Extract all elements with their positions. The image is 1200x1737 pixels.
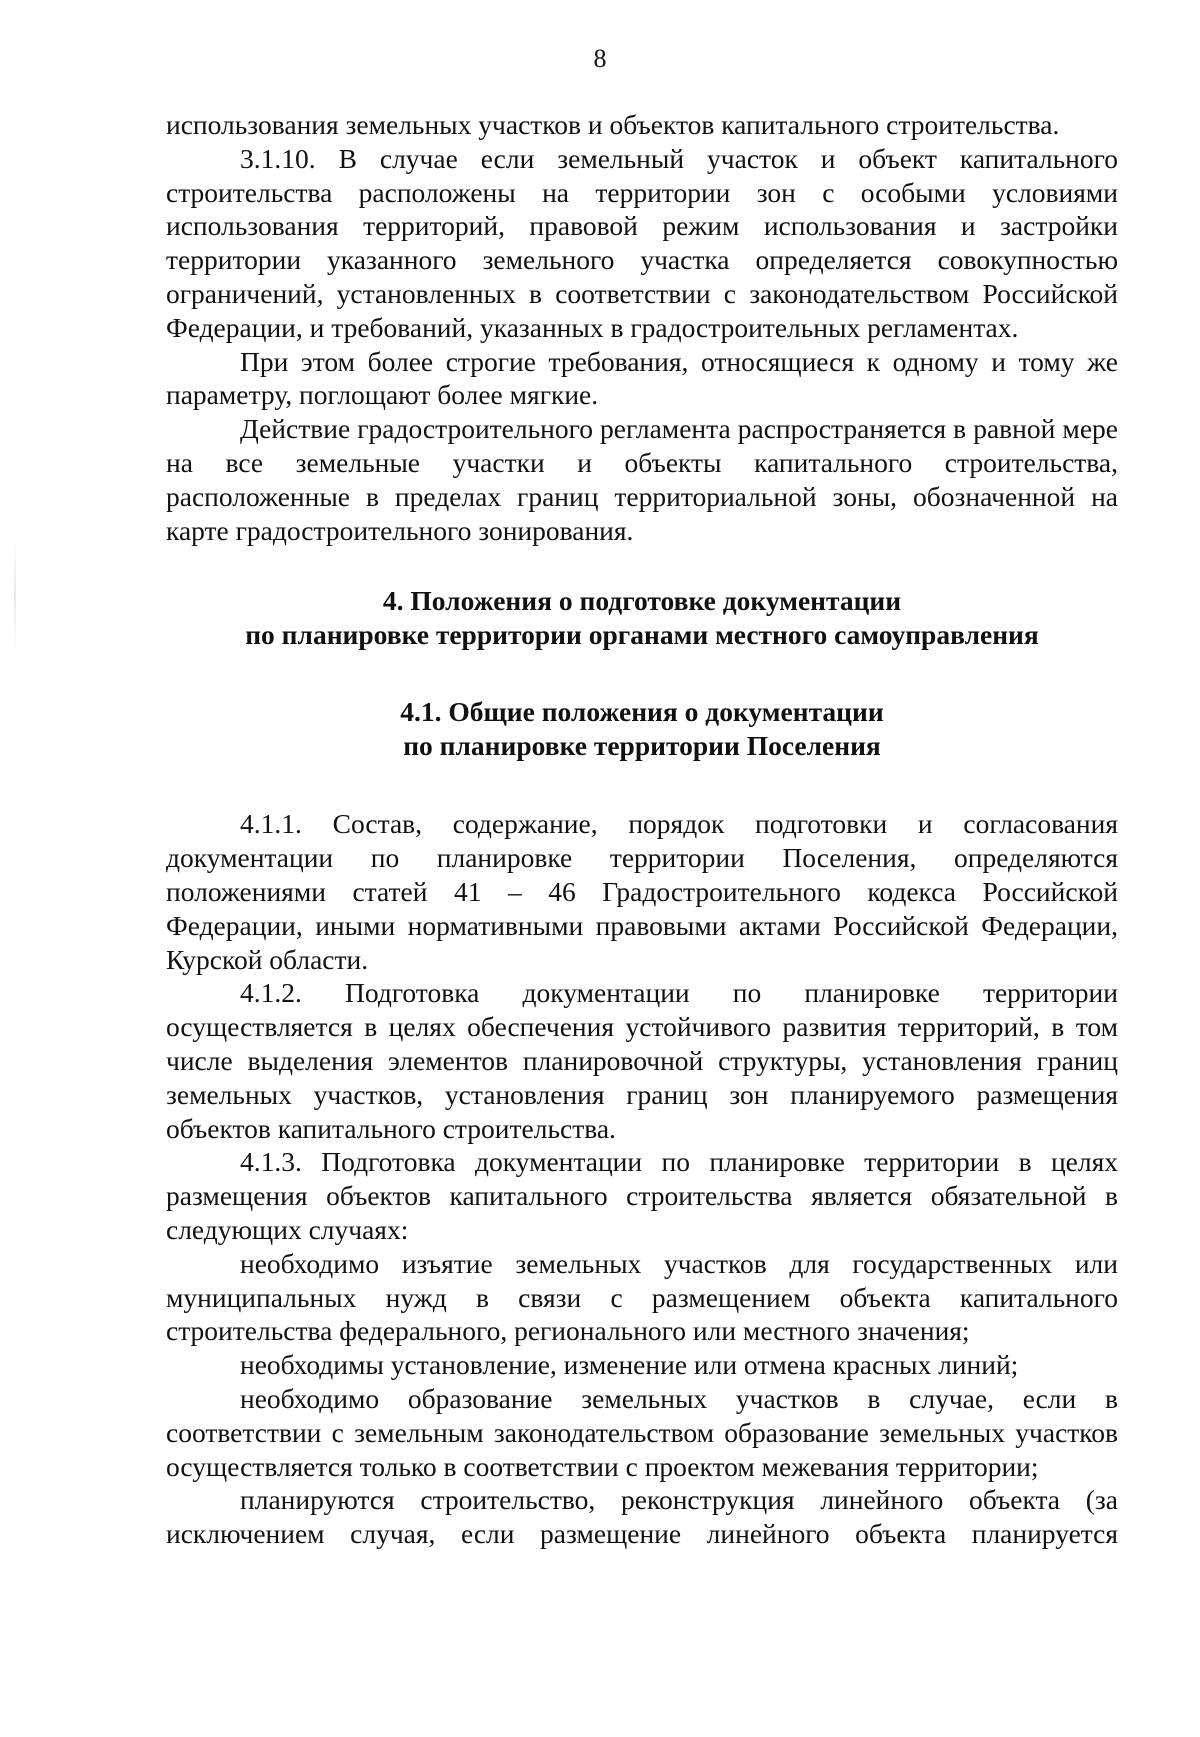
list-item-land-formation: необходимо образование земельных участков в случае, если в соответствии с земельным законодательством образование земельных участков осуществляется только в соответствии с проектом межевания территории;	[166, 1382, 1118, 1482]
paragraph-continuation: использования земельных участков и объектов капитального строительства.	[166, 109, 1060, 140]
paragraph-stricter-requirements: При этом более строгие требования, относящиеся к одному и тому же параметру, поглощают более мягкие.	[166, 345, 1118, 411]
list-item-linear-object: планируются строительство, реконструкция линейного объекта (за исключением случая, если размещение линейного объекта планируется	[166, 1484, 1118, 1550]
paragraph-3-1-10: 3.1.10. В случае если земельный участок и объект капитального строительства расположены на территории зон с особыми условиями использования территорий, правовой режим использования и застройки территории указанного земельного участка определяется совокупностью ограничений, установленных в соответствии с законодательством Российской Федерации, и требований, указанных в градостроительных регламентах.	[166, 142, 1118, 343]
subsection-heading-line-1: 4.1. Общие положения о документации	[400, 696, 884, 728]
page-content	[166, 108, 1118, 1551]
paragraph-4-1-1: 4.1.1. Состав, содержание, порядок подготовки и согласования документации по планировке территории Поселения, определяются положениями статей 41 – 46 Градостроительного кодекса Российской Федерации, иными нормативными правовыми актами Российской Федерации, Курской области.	[166, 808, 1118, 975]
paragraph-regulation-scope: Действие градостроительного регламента распространяется в равной мере на все земельные участки и объекты капитального строительства, расположенные в пределах границ территориальной зоны, обозначенной на карте градостроительного зонирования.	[166, 413, 1118, 546]
section-heading-line-1: 4. Положения о подготовке документации	[382, 585, 902, 617]
paragraph-4-1-2: 4.1.2. Подготовка документации по планировке территории осуществляется в целях обеспечения устойчивого развития территорий, в том числе выделения элементов планировочной структуры, установления границ земельных участков, установления границ зон планируемого размещения объектов капитального строительства.	[166, 977, 1118, 1144]
page-number: 8	[593, 44, 607, 73]
subsection-heading-line-2: по планировке территории Поселения	[403, 730, 881, 762]
subsection-heading	[166, 695, 1118, 763]
list-item-land-seizure: необходимо изъятие земельных участков для государственных или муниципальных нужд в связи с размещением объекта капитального строительства федерального, регионального или местного значения;	[166, 1247, 1118, 1347]
section-heading-line-2: по планировке территории органами местного самоуправления	[245, 619, 1039, 651]
list-item-red-lines: необходимы установление, изменение или отмена красных линий;	[240, 1349, 1019, 1381]
paragraph-4-1-3: 4.1.3. Подготовка документации по планировке территории в целях размещения объектов капитального строительства является обязательной в следующих случаях:	[166, 1146, 1118, 1245]
scan-artifact	[14, 540, 16, 650]
section-heading	[166, 584, 1118, 652]
